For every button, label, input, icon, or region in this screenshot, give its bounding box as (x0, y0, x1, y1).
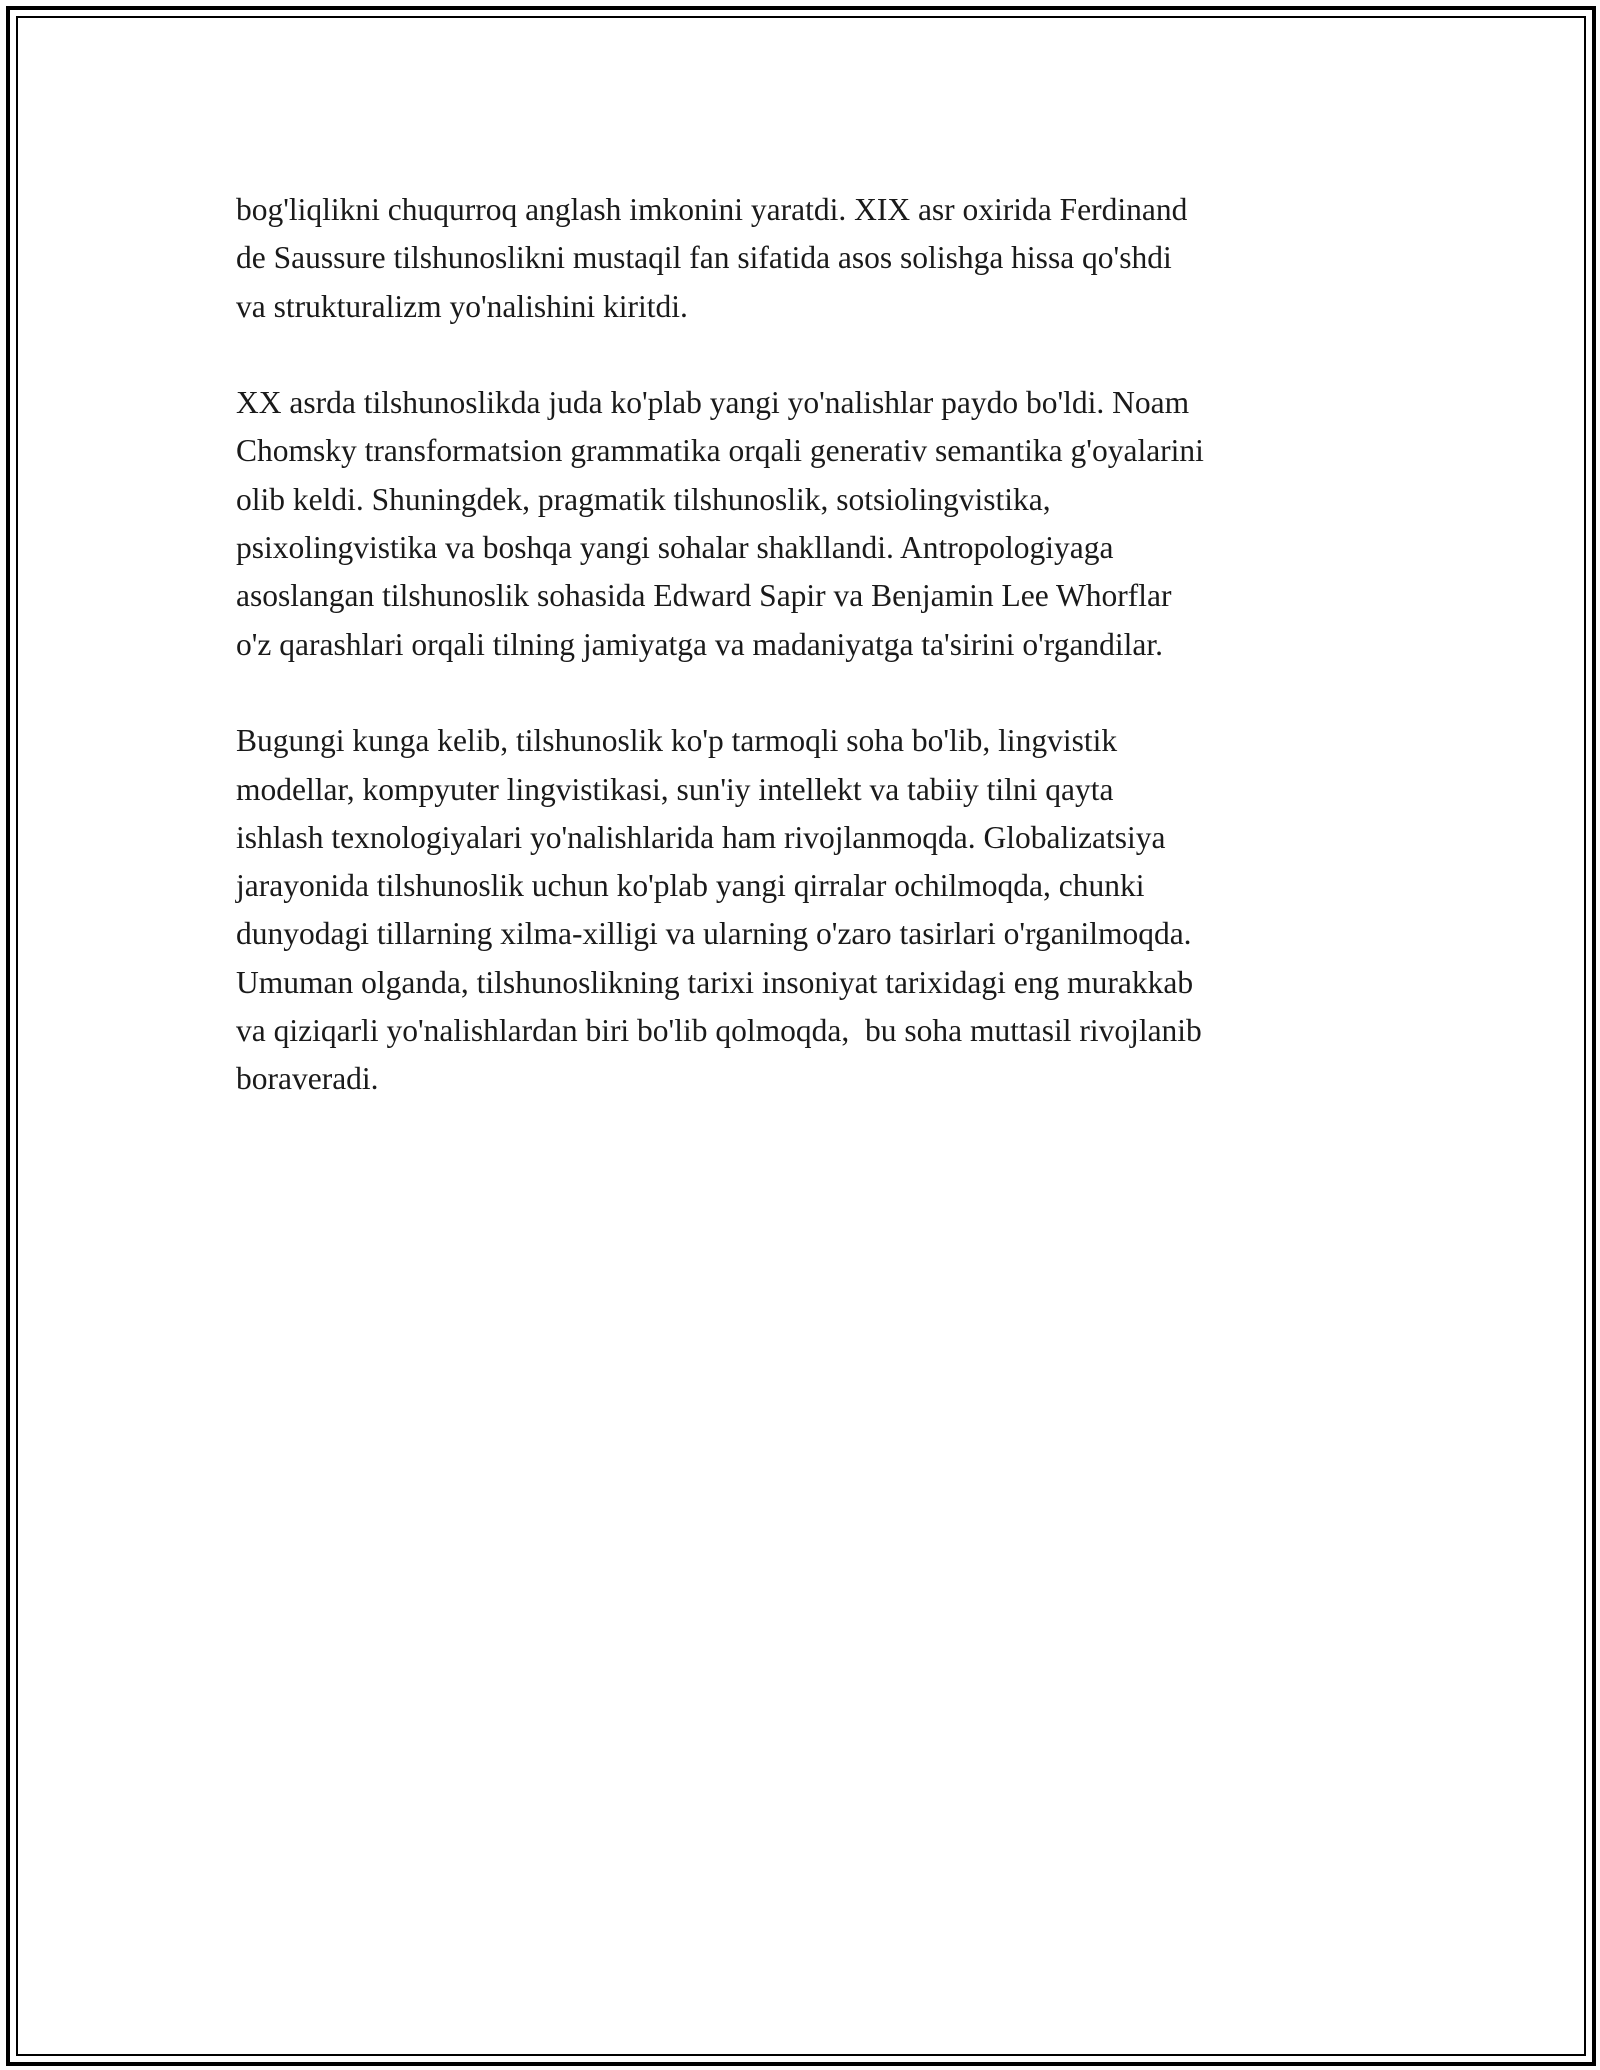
text-line: boraveradi. (236, 1061, 379, 1097)
text-line: va qiziqarli yo'nalishlardan biri bo'lib qolmoqda, bu soha muttasil rivojlanib (236, 1013, 1202, 1049)
text-line: jarayonida tilshunoslik uchun ko'plab yangi qirralar ochilmoqda, chunki (236, 868, 1145, 904)
text-line: psixolingvistika va boshqa yangi sohalar shakllandi. Antropologiyaga (236, 530, 1114, 566)
paragraph-1 (236, 186, 1386, 331)
text-line: modellar, kompyuter lingvistikasi, sun'iy intellekt va tabiiy tilni qayta (236, 771, 1114, 807)
text-line: dunyodagi tillarning xilma-xilligi va ularning o'zaro tasirlari o'rganilmoqda. (236, 916, 1192, 952)
text-line: Umuman olganda, tilshunoslikning tarixi insoniyat tarixidagi eng murakkab (236, 964, 1194, 1000)
paragraph-3 (236, 717, 1386, 1103)
paragraph-2 (236, 379, 1386, 669)
text-line: Chomsky transformatsion grammatika orqali generativ semantika g'oyalarini (236, 433, 1204, 469)
text-line: Bugungi kunga kelib, tilshunoslik ko'p tarmoqli soha bo'lib, lingvistik (236, 723, 1118, 759)
text-line: olib keldi. Shuningdek, pragmatik tilshunoslik, sotsiolingvistika, (236, 481, 1051, 517)
text-line: XX asrda tilshunoslikda juda ko'plab yangi yo'nalishlar paydo bo'ldi. Noam (236, 385, 1190, 421)
text-line: asoslangan tilshunoslik sohasida Edward Sapir va Benjamin Lee Whorflar (236, 578, 1172, 614)
text-line: o'z qarashlari orqali tilning jamiyatga va madaniyatga ta'sirini o'rgandilar. (236, 626, 1164, 662)
text-line: va strukturalizm yo'nalishini kiritdi. (236, 288, 688, 324)
document-body (236, 186, 1386, 1152)
text-line: bog'liqlikni chuqurroq anglash imkonini yaratdi. XIX asr oxirida Ferdinand (236, 192, 1188, 227)
text-line: ishlash texnologiyalari yo'nalishlarida ham rivojlanmoqda. Globalizatsiya (236, 819, 1166, 855)
text-line: de Saussure tilshunoslikni mustaqil fan sifatida asos solishga hissa qo'shdi (236, 240, 1172, 276)
